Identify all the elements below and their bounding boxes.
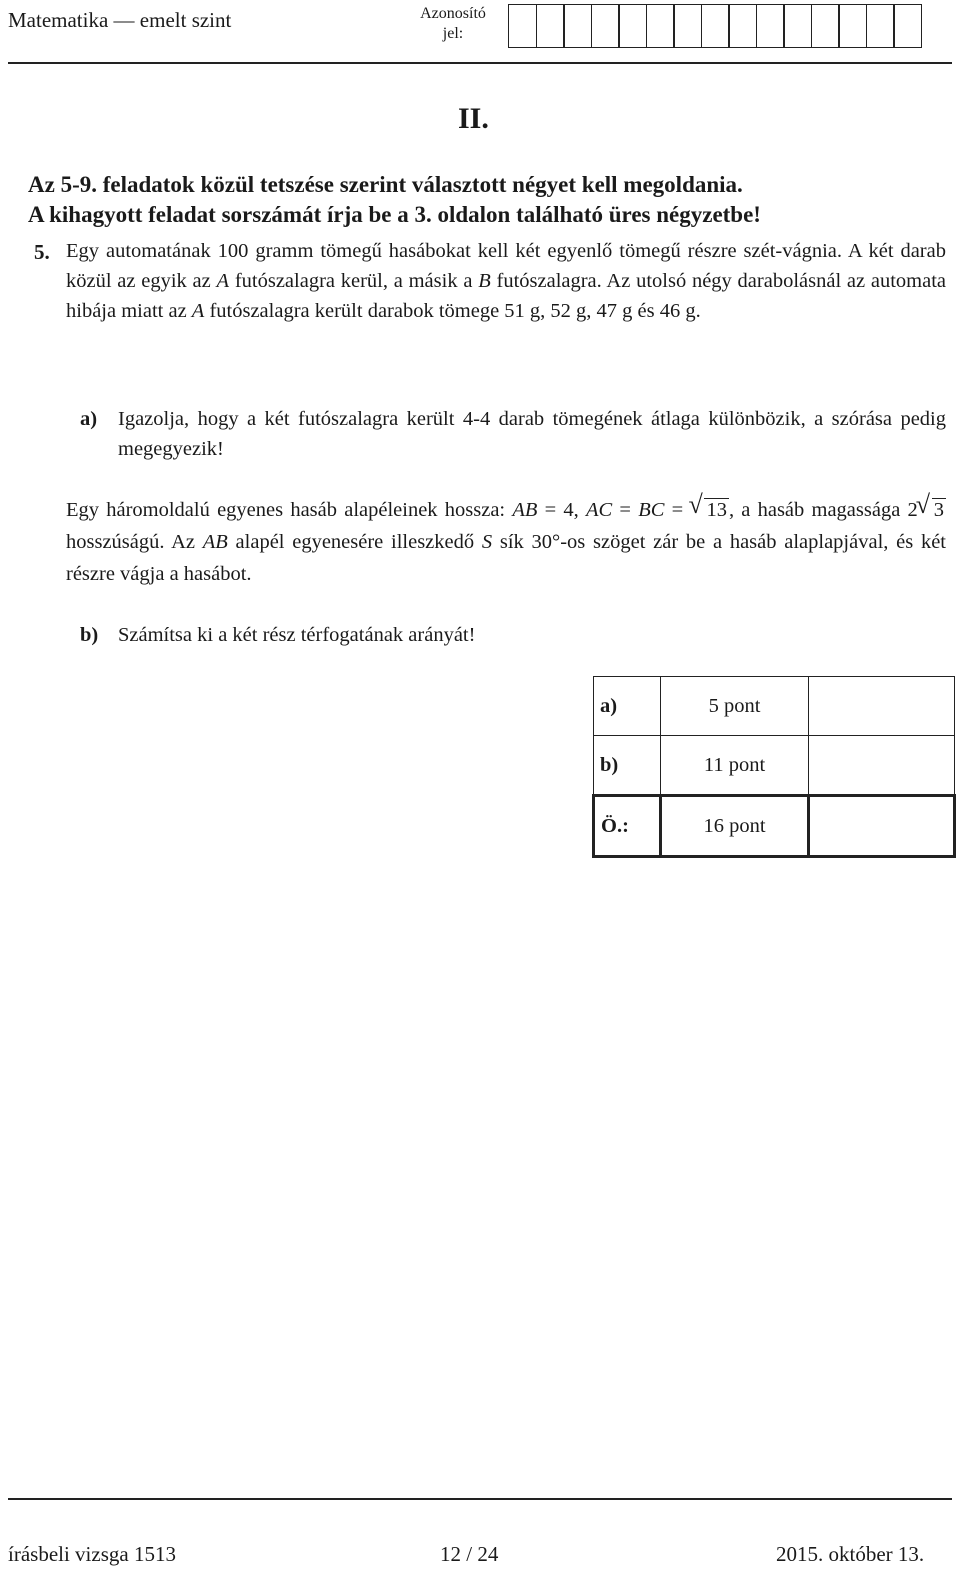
page-header <box>8 0 952 64</box>
radicand: 13 <box>706 499 727 521</box>
var-ac: AC <box>586 499 613 521</box>
score-label: a) <box>594 677 661 736</box>
id-box[interactable] <box>646 4 675 48</box>
footer-rule <box>8 1498 952 1500</box>
text: sík 30°-os szöget zár be a hasáb alaplapjával, és két részre vágja a hasábot. <box>66 531 946 585</box>
score-entry-cell[interactable] <box>809 736 955 796</box>
id-box[interactable] <box>811 4 840 48</box>
instructions <box>28 170 948 230</box>
text: alapél egyenesére illeszkedő <box>227 531 482 553</box>
text: = 4, <box>537 499 586 521</box>
task-paragraph-2 <box>66 494 946 590</box>
sqrt-3 <box>918 494 946 526</box>
radicand: 3 <box>933 499 945 521</box>
score-row <box>594 736 955 796</box>
instruction-line-2: A kihagyott feladat sorszámát írja be a 3. oldalon található üres négyzetbe! <box>28 202 761 227</box>
id-label <box>414 4 492 44</box>
var-ab: AB <box>202 531 228 553</box>
id-boxes[interactable] <box>508 4 921 48</box>
score-row-total <box>594 796 955 857</box>
sqrt-13 <box>690 494 729 526</box>
id-label-line1: Azonosító <box>420 5 486 22</box>
var-b: B <box>478 270 491 292</box>
subtask-a <box>80 404 946 460</box>
score-points: 11 pont <box>661 736 809 796</box>
score-entry-cell[interactable] <box>809 796 955 857</box>
subtask-a-label: a) <box>80 408 98 430</box>
id-box[interactable] <box>783 4 812 48</box>
id-box[interactable] <box>618 4 647 48</box>
task-paragraph-1 <box>66 236 946 326</box>
text: = <box>664 499 691 521</box>
task-number: 5. <box>34 240 50 264</box>
section-number: II. <box>458 102 489 135</box>
header-rule <box>8 62 952 64</box>
subtask-b-text: Számítsa ki a két rész térfogatának arányát! <box>118 624 476 646</box>
id-box[interactable] <box>508 4 537 48</box>
var-a: A <box>216 270 230 292</box>
header-title: Matematika — emelt szint <box>8 8 232 32</box>
id-box[interactable] <box>866 4 895 48</box>
id-box[interactable] <box>893 4 922 48</box>
footer-left: írásbeli vizsga 1513 <box>8 1542 176 1566</box>
footer-date: 2015. október 13. <box>776 1542 925 1566</box>
score-label: Ö.: <box>594 796 661 857</box>
text: futószalagra került darabok tömege 51 g, 52 g, 47 g és 46 g. <box>204 300 701 322</box>
id-box[interactable] <box>563 4 592 48</box>
text: Egy háromoldalú egyenes hasáb alapéleinek hossza: <box>66 499 513 521</box>
var-bc: BC <box>638 499 665 521</box>
text: = <box>612 499 639 521</box>
score-row <box>594 677 955 736</box>
id-box[interactable] <box>536 4 565 48</box>
subtask-b <box>80 620 946 650</box>
id-box[interactable] <box>701 4 730 48</box>
score-table <box>592 676 956 858</box>
id-box[interactable] <box>838 4 867 48</box>
score-entry-cell[interactable] <box>809 677 955 736</box>
text: , a hasáb magassága 2 <box>728 499 918 521</box>
instruction-line-1: Az 5-9. feladatok közül tetszése szerint választott négyet kell megoldania. <box>28 172 743 197</box>
var-ab: AB <box>512 499 538 521</box>
score-points: 16 pont <box>661 796 809 857</box>
var-s: S <box>481 531 493 553</box>
text: Egy automatának 100 gramm tömegű hasábokat kell két egyenlő tömegű részre szét-vágnia. A két darab közül az egyik az <box>66 240 946 292</box>
subtask-a-text: Igazolja, hogy a két futószalagra került 4-4 darab tömegének átlaga különbözik, a szórása pedig megegyezik! <box>118 408 946 460</box>
score-label: b) <box>594 736 661 796</box>
subtask-b-label: b) <box>80 624 99 646</box>
id-box[interactable] <box>728 4 757 48</box>
id-box[interactable] <box>673 4 702 48</box>
text: hosszúságú. Az <box>66 531 203 553</box>
text: futószalagra. Az utolsó négy darabolásnál az automata hibája miatt az <box>66 270 946 322</box>
id-box[interactable] <box>591 4 620 48</box>
id-box[interactable] <box>756 4 785 48</box>
text: futószalagra kerül, a másik a <box>229 270 479 292</box>
var-a: A <box>191 300 205 322</box>
id-label-line2: jel: <box>442 25 464 42</box>
score-points: 5 pont <box>661 677 809 736</box>
footer-page: 12 / 24 <box>440 1542 499 1566</box>
